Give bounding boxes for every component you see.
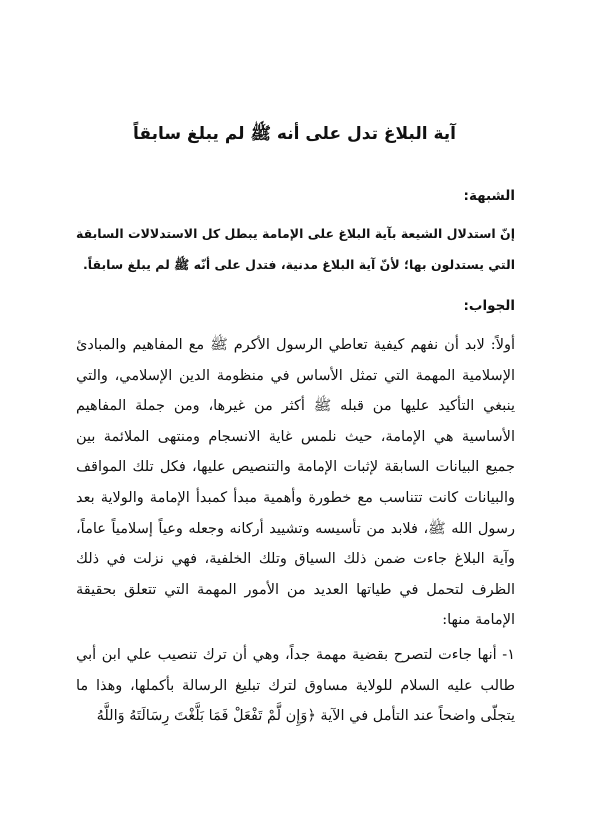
answer-point-one: ١- أنها جاءت لتصرح بقضية مهمة جداً، وهي أن ترك تنصيب علي ابن أبي طالب عليه السلام للولاية مساوق لترك تبليغ الرسالة بأكملها، وهذا ما يتجلّى واضحاً عند التأمل في الآية ﴿وَإِن لَّمْ تَفْعَلْ فَمَا بَلَّغْتَ رِسَالَتَهُ وَاللَّهُ [76, 647, 515, 725]
shubha-heading: الشبهة: [463, 188, 515, 204]
page-title: آية البلاغ تدل على أنه ﷺ لم يبلغ سابقاً [133, 124, 456, 144]
answer-paragraph: أولاً: لابد أن نفهم كيفية تعاطي الرسول الأكرم ﷺ مع المفاهيم والمبادئ الإسلامية المهمة التي تمثل الأساس في منظومة الدين الإسلامي، والتي ينبغي التأكيد عليها من قبله ﷺ أكثر من غيرها، ومن جملة المفاهيم الأساسية هي الإمامة، حيث نلمس غاية الانسجام ومنتهى الملائمة بين جميع البيانات السابقة لإثبات الإمامة والتنصيص عليها، فكل تلك المواقف والبيانات كانت تتناسب مع خطورة وأهمية مبدأ كمبدأ الإمامة والولاية بعد رسول الله ﷺ، فلابد من تأسيسه وتشييد أركانه وجعله وعياً إسلامياً عاماً، وآية البلاغ جاءت ضمن ذلك السياق وتلك الخلفية، فهي نزلت في ذلك الظرف لتحمل في طياتها العديد من الأمور المهمة التي تتعلق بحقيقة الإمامة منها: [76, 337, 515, 629]
shubha-paragraph: إنّ استدلال الشيعة بآية البلاغ على الإمامة يبطل كل الاستدلالات السابقة التي يستدلون بها؛ لأنّ آية البلاغ مدنية، فتدل على أنّه ﷺ لم يبلغ سابقاً. [76, 226, 515, 272]
answer-heading: الجواب: [463, 298, 515, 314]
